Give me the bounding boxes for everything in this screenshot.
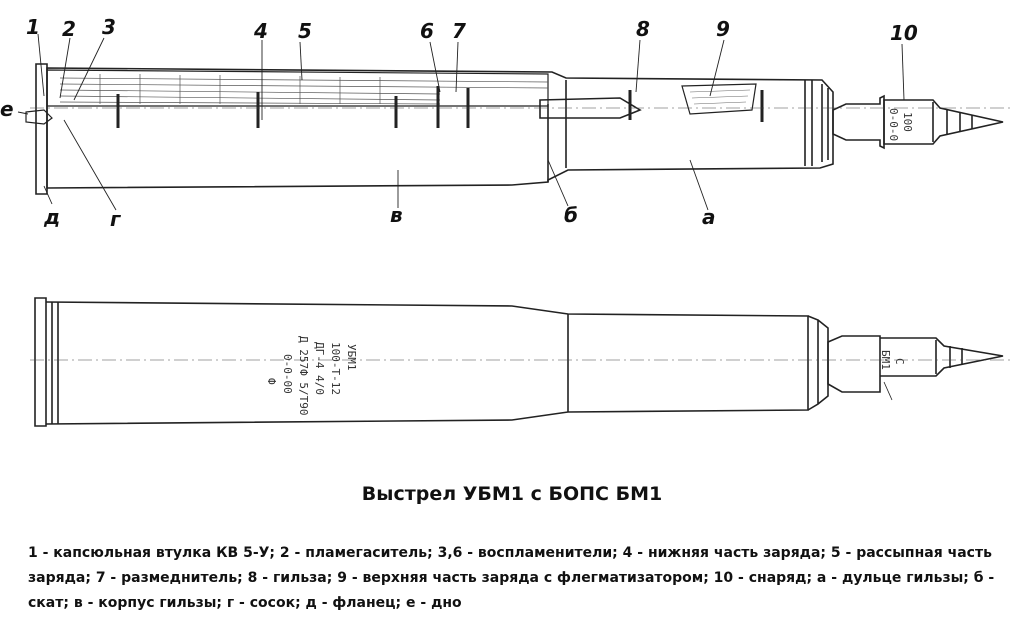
projectile-lower — [828, 336, 880, 392]
case-mark-line-5: 0-0-00 — [281, 354, 294, 394]
leader-lines — [18, 34, 904, 210]
case-mark-line-2: 100-Т-12 — [329, 342, 342, 395]
projectile-tip-lower — [880, 338, 1003, 376]
label-10: 10 — [890, 21, 918, 45]
exterior-view — [30, 298, 1010, 426]
label-e: е — [0, 97, 14, 121]
projectile-fins-lower — [936, 340, 962, 374]
label-8: 8 — [636, 17, 650, 41]
case-mark-line-4: Д 257Ф 5/Т90 — [297, 336, 310, 416]
label-6: 6 — [420, 19, 434, 43]
figure-legend: 1 - капсюльная втулка КВ 5-У; 2 - пламегаситель; 3,6 - воспламенители; 4 - нижняя часть заряда; 5 - рассыпная часть заряда; 7 - размеднитель; 8 - гильза; 9 - верхняя часть заряда с флегматизатором; 10 - снаряд; а - дульце гильзы; б - скат; в - корпус гильзы; г - сосок; д - фланец; е - дно — [28, 545, 995, 611]
projectile-band — [805, 80, 828, 166]
primer — [26, 110, 52, 124]
case-flange — [36, 64, 47, 194]
flegmatizer-hatch — [690, 90, 750, 104]
figure-title: Выстрел УБМ1 с БОПС БМ1 — [361, 483, 663, 505]
label-1: 1 — [26, 15, 40, 39]
case-mark-line-3: ДГ-4 4/0 — [313, 342, 326, 395]
band-lower — [808, 316, 828, 410]
projectile-marking-top — [887, 108, 914, 141]
case-mark-line-1: УБМ1 — [345, 344, 358, 371]
label-v: в — [390, 203, 403, 227]
label-a: а — [702, 205, 716, 229]
cutaway-view — [18, 34, 1010, 210]
label-9: 9 — [716, 17, 730, 41]
proj-bottom-line-2: БМ1 — [879, 350, 892, 370]
label-4: 4 — [254, 19, 268, 43]
flegmatizer — [682, 84, 756, 114]
label-d: д — [44, 205, 61, 229]
proj-top-line-2: 0-0-0 — [887, 108, 900, 142]
proj-top-line-1: 100 — [901, 112, 914, 132]
case-body-lower — [46, 302, 808, 424]
projectile-nose — [833, 96, 884, 148]
case-marking — [265, 336, 358, 415]
label-b: б — [564, 203, 578, 227]
projectile-marking-bottom — [879, 350, 906, 370]
case-mark-line-6: Ф — [265, 378, 278, 385]
marking-leader — [884, 382, 892, 400]
proj-bottom-line-1: С — [893, 358, 906, 365]
powder-hatching — [60, 74, 548, 104]
charge-separators — [118, 86, 762, 128]
label-5: 5 — [298, 19, 312, 43]
label-7: 7 — [452, 19, 466, 43]
label-2: 2 — [62, 17, 76, 41]
flange-lower — [35, 298, 46, 426]
case-rim-lower — [52, 302, 58, 424]
label-3: 3 — [102, 15, 116, 39]
case-outline — [47, 68, 833, 188]
label-g: г — [110, 207, 121, 231]
case-body — [47, 70, 548, 106]
callout-labels — [0, 15, 918, 231]
